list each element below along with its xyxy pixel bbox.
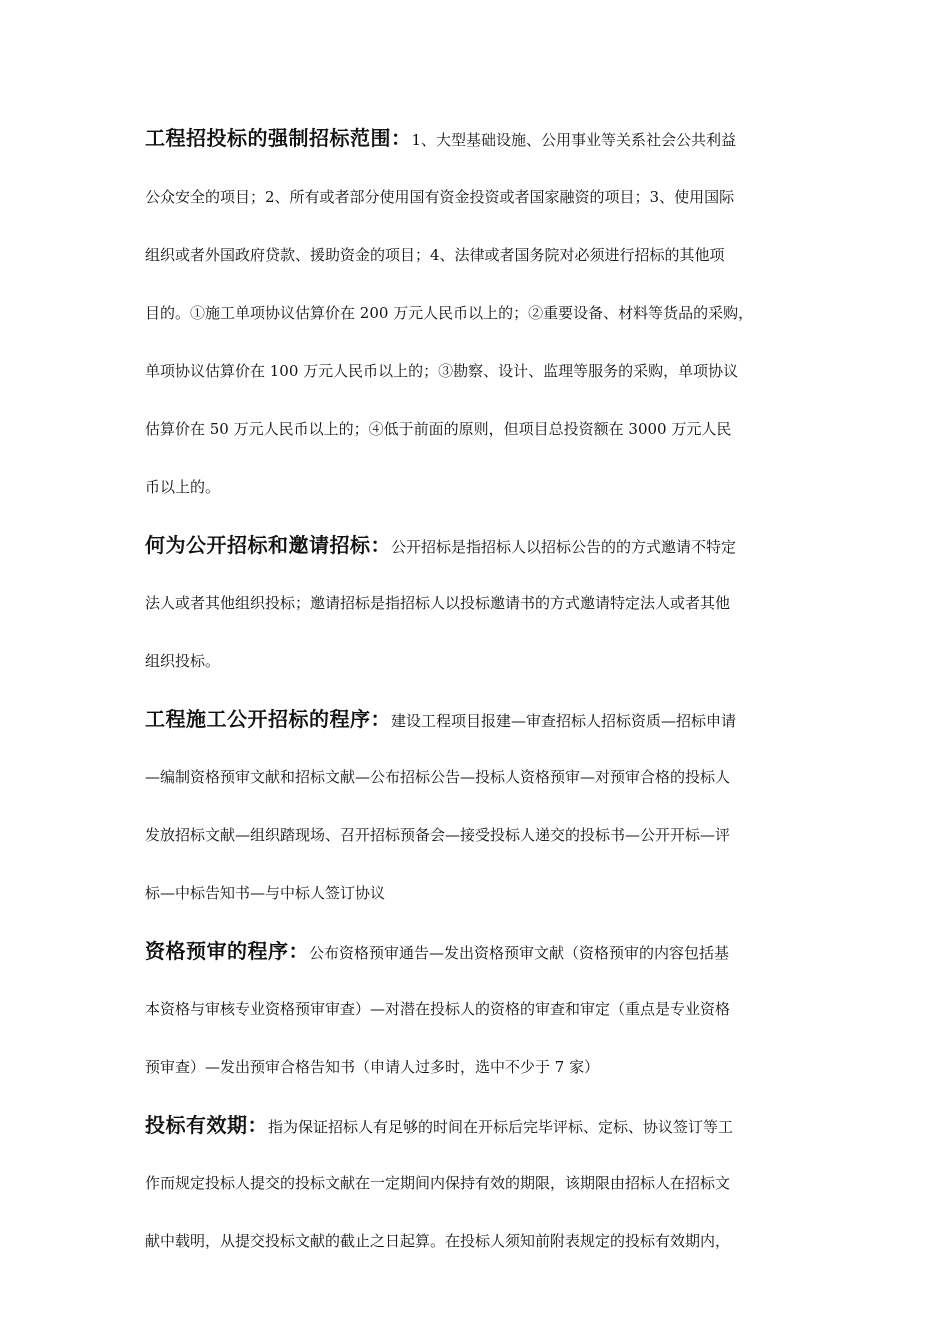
section-mandatory-tender-scope xyxy=(145,108,813,516)
paragraph-line: 单项协议估算价在 100 万元人民币以上的；③勘察、设计、监理等服务的采购，单项协议 xyxy=(145,362,739,380)
paragraph-line: 献中载明，从提交投标文献的截止之日起算。在投标人须知前附表规定的投标有效期内， xyxy=(145,1232,731,1250)
section-first-line xyxy=(145,516,813,574)
paragraph-line: 估算价在 50 万元人民币以上的；④低于前面的原则，但项目总投资额在 3000 万元人民 xyxy=(145,420,732,438)
paragraph-line: 本资格与审核专业资格预审审查）—对潜在投标人的资格的审查和审定（重点是专业资格 xyxy=(145,1000,731,1018)
section-bid-validity-period xyxy=(145,1096,813,1270)
paragraph-text: 公开招标是指招标人以招标公告的的方式邀请不特定 xyxy=(391,538,737,556)
paragraph-line: 法人或者其他组织投标；邀请招标是指招标人以投标邀请书的方式邀请特定法人或者其他 xyxy=(145,594,731,612)
section-first-line xyxy=(145,1096,813,1154)
section-first-line xyxy=(145,922,813,980)
paragraph-text: 建设工程项目报建—审查招标人招标资质—招标申请 xyxy=(391,712,737,730)
section-first-line xyxy=(145,690,813,748)
paragraph-line: 标—中标告知书—与中标人签订协议 xyxy=(145,884,386,902)
section-prequalification-procedure xyxy=(145,922,813,1096)
paragraph-line: 目的。①施工单项协议估算价在 200 万元人民币以上的；②重要设备、材料等货品的采购， xyxy=(145,304,754,322)
paragraph-text: 指为保证招标人有足够的时间在开标后完毕评标、定标、协议签订等工 xyxy=(268,1118,734,1136)
paragraph-text: 1、大型基础设施、公用事业等关系社会公共利益 xyxy=(411,131,737,149)
section-heading: 工程招投标的强制招标范围： xyxy=(145,126,412,150)
paragraph-line: 发放招标文献—组织踏现场、召开招标预备会—接受投标人递交的投标书—公开开标—评 xyxy=(145,826,731,844)
section-heading: 投标有效期： xyxy=(145,1113,268,1137)
section-open-and-invited-tender xyxy=(145,516,813,690)
section-construction-tender-procedure xyxy=(145,690,813,922)
paragraph-line: 币以上的。 xyxy=(145,478,221,496)
section-heading: 何为公开招标和邀请招标： xyxy=(145,533,391,557)
paragraph-line: —编制资格预审文献和招标文献—公布招标公告—投标人资格预审—对预审合格的投标人 xyxy=(145,768,731,786)
paragraph-line: 公众安全的项目；2、所有或者部分使用国有资金投资或者国家融资的项目；3、使用国际 xyxy=(145,188,735,206)
document-body xyxy=(145,108,813,1270)
paragraph-line: 作而规定投标人提交的投标文献在一定期间内保持有效的期限，该期限由招标人在招标文 xyxy=(145,1174,731,1192)
section-heading: 资格预审的程序： xyxy=(145,939,309,963)
section-first-line xyxy=(145,108,813,168)
paragraph-line: 组织或者外国政府贷款、援助资金的项目；4、法律或者国务院对必须进行招标的其他项 xyxy=(145,246,725,264)
paragraph-line: 组织投标。 xyxy=(145,652,221,670)
section-heading: 工程施工公开招标的程序： xyxy=(145,707,391,731)
paragraph-line: 预审查）—发出预审合格告知书（申请人过多时，选中不少于 7 家） xyxy=(145,1058,600,1076)
paragraph-text: 公布资格预审通告—发出资格预审文献（资格预审的内容包括基 xyxy=(309,944,730,962)
